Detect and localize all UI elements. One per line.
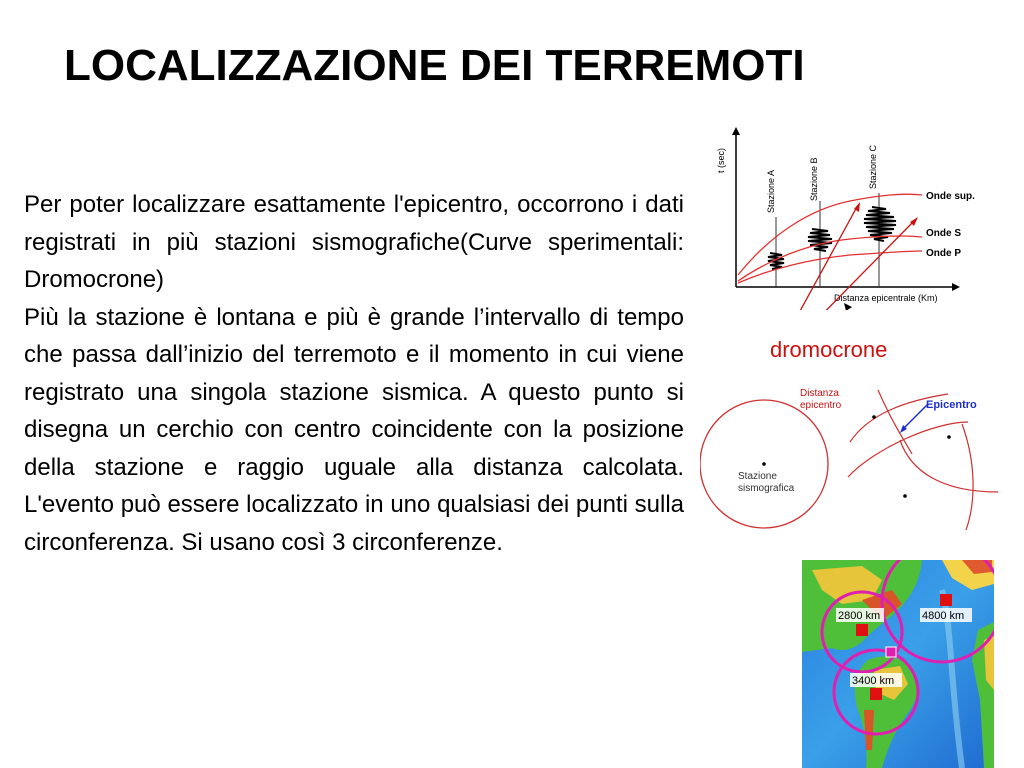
- y-axis-label: t (sec): [716, 147, 726, 173]
- station-marker-2: [940, 594, 952, 606]
- seismogram-a: [768, 253, 784, 269]
- label-4800-km: 4800 km: [922, 610, 965, 622]
- station-b-label: Stazione B: [809, 157, 819, 201]
- dromocrone-label: dromocrone: [770, 337, 888, 362]
- station-label: Stazione sismografica: [738, 471, 795, 494]
- arc-circle-5: [962, 424, 973, 530]
- epicenter-circles-diagram: [700, 382, 1010, 537]
- x-axis-label: Distanza epicentrale (Km): [834, 293, 938, 303]
- epicenter-marker: [886, 647, 896, 657]
- epicenter-pointer: [902, 404, 928, 430]
- station-c-label: Stazione C: [868, 144, 878, 189]
- station-marker-1: [856, 624, 868, 636]
- station-marker-3: [870, 688, 882, 700]
- s-wave-label: Onde S: [926, 228, 962, 239]
- seismogram-b: [808, 229, 832, 251]
- station-a-label: Stazione A: [766, 169, 776, 213]
- arc-circle-4: [848, 422, 968, 477]
- slide-title: LOCALIZZAZIONE DEI TERREMOTI: [64, 41, 805, 90]
- body-text: [24, 186, 684, 561]
- paragraph-intro: Per poter localizzare esattamente l'epicentro, occorrono i dati registrati in più stazioni sismografiche(Curve sperimentali: Dromocrone): [24, 191, 684, 293]
- arc-circle-3: [900, 440, 998, 492]
- label-2800-km: 2800 km: [838, 610, 881, 622]
- travel-time-graph: [700, 125, 1010, 310]
- label-3400-km: 3400 km: [852, 675, 895, 687]
- distance-label: Distanza epicentro: [800, 388, 842, 411]
- paragraph-explanation: Più la stazione è lontana e più è grande l’intervallo di tempo che passa dall’inizio del terremoto e il momento in cui viene registrato una singola stazione sismica. A questo punto si disegna un cerchio con centro coincidente con la posizione della stazione e raggio uguale alla distanza calcolata. L'evento può essere localizzato in uno qualsiasi dei punti sulla circonferenza. Si usano così 3 circonferenze.: [24, 303, 684, 556]
- surface-wave-label: Onde sup.: [926, 191, 975, 202]
- p-wave-label: Onde P: [926, 248, 962, 259]
- epicenter-label: Epicentro: [926, 399, 977, 411]
- epicenter-map: [802, 560, 994, 768]
